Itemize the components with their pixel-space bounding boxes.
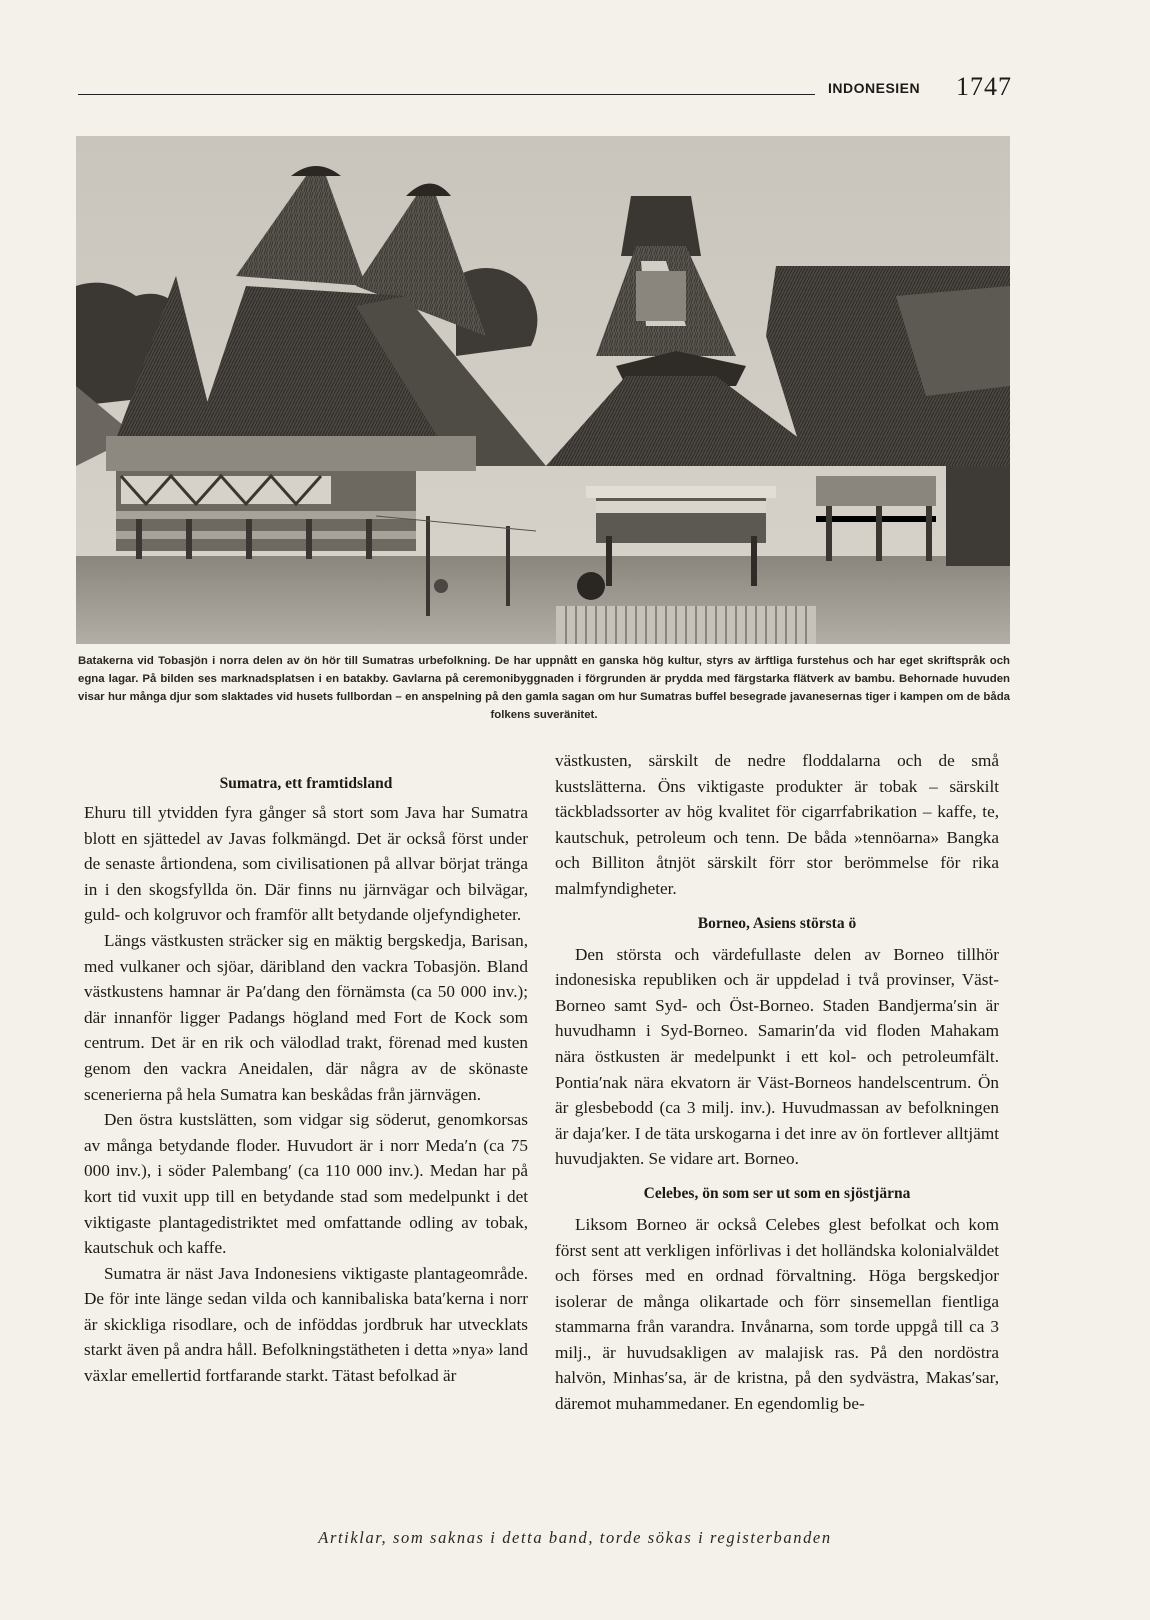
page-header bbox=[78, 72, 1012, 102]
paragraph: Den största och värdefullaste delen av Borneo tillhör indonesiska republiken och är uppdelad i två provinser, Väst-Borneo samt Syd- och Öst-Borneo. Staden Bandjerma′sin är huvudhamn i Syd-Borneo. Samarin′da vid floden Mahakam nära östkusten är medelpunkt i ett kol- och petroleumfält. Pontia′nak nära ekvatorn är Väst-Borneos handelscentrum. Ön är glesbebodd (ca 3 milj. inv.). Huvudmassan av befolkningen är daja′ker. I de täta urskogarna i det inre av ön fortlever alltjämt huvudjakten. Se vidare art. Borneo. bbox=[555, 944, 999, 1169]
paragraph-continuation: västkusten, särskilt de nedre floddalarna och de små kustslätterna. Öns viktigaste produkter är tobak – särskilt täckbladssorter av hög kvalitet för cigarrfabrikation – kaffe, te, kautschuk, petroleum och tenn. De båda »tennöarna» Bangka och Billiton åtnjöt särskilt förr stor berömmelse för rika malmfyndigheter. bbox=[555, 751, 999, 898]
heading-celebes: Celebes, ön som ser ut som en sjöstjärna bbox=[643, 1184, 911, 1202]
heading-sumatra: Sumatra, ett framtidsland bbox=[219, 775, 393, 792]
right-column bbox=[555, 748, 999, 1417]
page-number: 1747 bbox=[956, 72, 1012, 101]
header-rule bbox=[78, 94, 815, 95]
paragraph: Liksom Borneo är också Celebes glest befolkat och kom först sent att verkligen införlivas i det holländska kolonialväldet och förses med en ordnad förvaltning. Höga bergskedjor isolerar de många olikartade och förr sinsemellan fientliga stammarna från varandra. Invånarna, som torde uppgå till ca 3 milj., är huvudsakligen av malajisk ras. På den nordöstra halvön, Minhas′sa, är de kristna, på den sydvästra, Makas′sar, däremot muhammedaner. En egendomlig be- bbox=[555, 1214, 999, 1414]
section-title: INDONESIEN bbox=[828, 80, 921, 96]
paragraph: Sumatra är näst Java Indonesiens viktigaste plantageområde. De för inte länge sedan vilda och kannibaliska bata′kerna i norr är skickliga risodlare, och de inföddas jordbruk har utvecklats starkt även på andra håll. Befolkningstätheten i detta »nya» land växlar emellertid fortfarande starkt. Tätast befolkad är bbox=[84, 1263, 528, 1386]
batak-village-photo bbox=[76, 136, 1010, 644]
page-footer: Artiklar, som saknas i detta band, torde sökas i registerbanden bbox=[318, 1528, 832, 1547]
left-column bbox=[84, 772, 528, 1389]
heading-borneo: Borneo, Asiens största ö bbox=[697, 914, 857, 932]
photo-caption: Batakerna vid Tobasjön i norra delen av ön hör till Sumatras urbefolkning. De har uppnått en ganska hög kultur, styrs av ärftliga furstehus och har eget skriftspråk och egna lagar. På bilden ses marknadsplatsen i en batakby. Gavlarna på ceremonibyggnaden i förgrunden är prydda med färgstarka flätverk av bambu. Behornade huvuden visar hur många djur som slaktades vid husets fullbordan – en anspelning på den gamla sagan om hur Sumatras buffel besegrade javanesernas tiger i kampen om de båda folkens suveränitet. bbox=[78, 655, 1010, 721]
paragraph: Ehuru till ytvidden fyra gånger så stort som Java har Sumatra blott en sjättedel av Javas folkmängd. Det är också först under de senaste årtiondena, som civilisationen på allvar börjat tränga in i den skogsfyllda ön. Där finns nu järnvägar och bilvägar, guld- och kolgruvor och framför allt betydande oljefyndigheter. bbox=[84, 803, 528, 925]
paragraph: Längs västkusten sträcker sig en mäktig bergskedja, Barisan, med vulkaner och sjöar, däribland den vackra Tobasjön. Bland västkustens hamnar är Pa′dang den förnämsta (ca 50 000 inv.); där innanför ligger Padangs högland med Fort de Kock som centrum. Det är en rik och välodlad trakt, förenad med kusten genom den vackra Aneidalen, där några av de skönaste scenerierna på hela Sumatra kan beskådas från järnvägen. bbox=[84, 930, 528, 1104]
paragraph: Den östra kustslätten, som vidgar sig söderut, genomkorsas av många betydande floder. Huvudort är i norr Meda′n (ca 75 000 inv.), i söder Palembang′ (ca 110 000 inv.). Medan har på kort tid vuxit upp till en betydande stad som medelpunkt i det viktigaste plantagedistriktet med omfattande odling av tobak, kautschuk och kaffe. bbox=[84, 1110, 528, 1258]
